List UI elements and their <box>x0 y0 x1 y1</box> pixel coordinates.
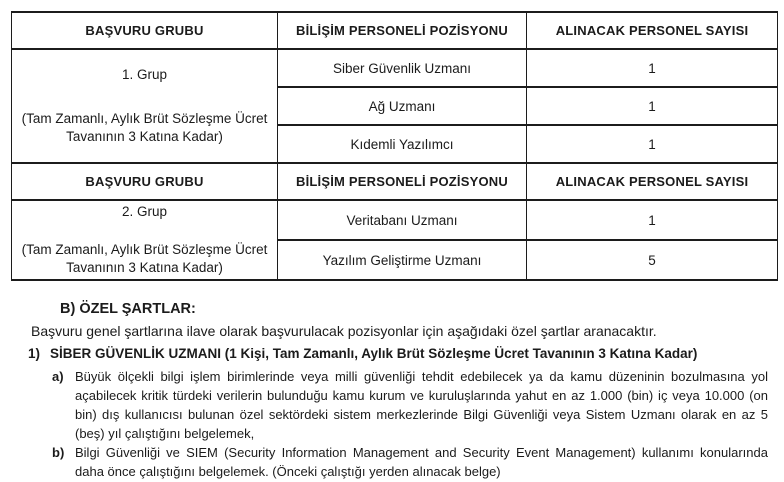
item-1-title-row <box>28 344 768 363</box>
position-count: 1 <box>527 125 778 163</box>
group-1-name: 1. Grup <box>121 66 168 82</box>
table-row <box>12 49 778 87</box>
col-header-personel-sayisi: ALINACAK PERSONEL SAYISI <box>527 12 778 49</box>
item-1-title: SİBER GÜVENLİK UZMANI (1 Kişi, Tam Zamanlı, Aylık Brüt Sözleşme Ücret Tavanının 3 Katına Kadar) <box>50 346 698 361</box>
subitem-a-marker: a) <box>52 369 64 384</box>
position-title: Ağ Uzmanı <box>278 87 527 125</box>
group-1-note: (Tam Zamanlı, Aylık Brüt Sözleşme Ücret Tavanının 3 Katına Kadar) <box>21 110 268 144</box>
spacer <box>20 220 269 241</box>
item-1-number: 1) <box>28 346 41 361</box>
position-count: 1 <box>527 49 778 87</box>
subitem-b-marker: b) <box>52 445 65 460</box>
group-2-name: 2. Grup <box>121 203 168 219</box>
col-header-basvuru-grubu: BAŞVURU GRUBU <box>12 163 278 200</box>
subitem-b-text: Bilgi Güvenliği ve SIEM (Security Information Management and Security Event Management) kullanımı konularında daha önce çalıştığını belgelemek. (Önceki çalıştığı yerden alınacak belge) <box>75 445 768 479</box>
spacer <box>20 83 269 110</box>
col-header-basvuru-grubu: BAŞVURU GRUBU <box>12 12 278 49</box>
subitem-a-text: Büyük ölçekli bilgi işlem birimlerinde veya milli güvenliği tehdit edebilecek ya da kamu düzeninin bozulmasına yol açabilecek kritik türdeki verilerin bulunduğu kamu kurum ve kuruluşlarında yahut en az 1.000 (bin) iç veya 10.000 (on bin) dış kullanıcısı bulunan özel sektördeki sistem merkezlerinde Bilgi Güvenliği veya Sistem Uzmanı olarak en az 5 (beş) yıl çalıştığını belgelemek, <box>75 369 768 441</box>
position-count: 1 <box>527 87 778 125</box>
intro-paragraph: Başvuru genel şartlarına ilave olarak başvurulacak pozisyonlar için aşağıdaki özel şartlar aranacaktır. <box>31 323 657 339</box>
table-header-row-group2 <box>12 163 778 200</box>
position-title: Siber Güvenlik Uzmanı <box>278 49 527 87</box>
group-1-cell <box>12 49 278 163</box>
col-header-personel-sayisi: ALINACAK PERSONEL SAYISI <box>527 163 778 200</box>
col-header-pozisyon: BİLİŞİM PERSONELİ POZİSYONU <box>278 163 527 200</box>
col-header-pozisyon: BİLİŞİM PERSONELİ POZİSYONU <box>278 12 527 49</box>
subitem-a <box>52 367 768 443</box>
position-count: 5 <box>527 240 778 280</box>
group-2-note: (Tam Zamanlı, Aylık Brüt Sözleşme Ücret Tavanının 3 Katına Kadar) <box>21 241 268 275</box>
positions-table <box>11 11 778 281</box>
subitem-b <box>52 443 768 481</box>
section-b-heading: B) ÖZEL ŞARTLAR: <box>60 301 196 317</box>
special-conditions-section <box>28 300 768 481</box>
position-title: Yazılım Geliştirme Uzmanı <box>278 240 527 280</box>
group-2-cell <box>12 200 278 280</box>
table-header-row-group1 <box>12 12 778 49</box>
position-title: Kıdemli Yazılımcı <box>278 125 527 163</box>
table-row <box>12 200 778 240</box>
position-title: Veritabanı Uzmanı <box>278 200 527 240</box>
position-count: 1 <box>527 200 778 240</box>
